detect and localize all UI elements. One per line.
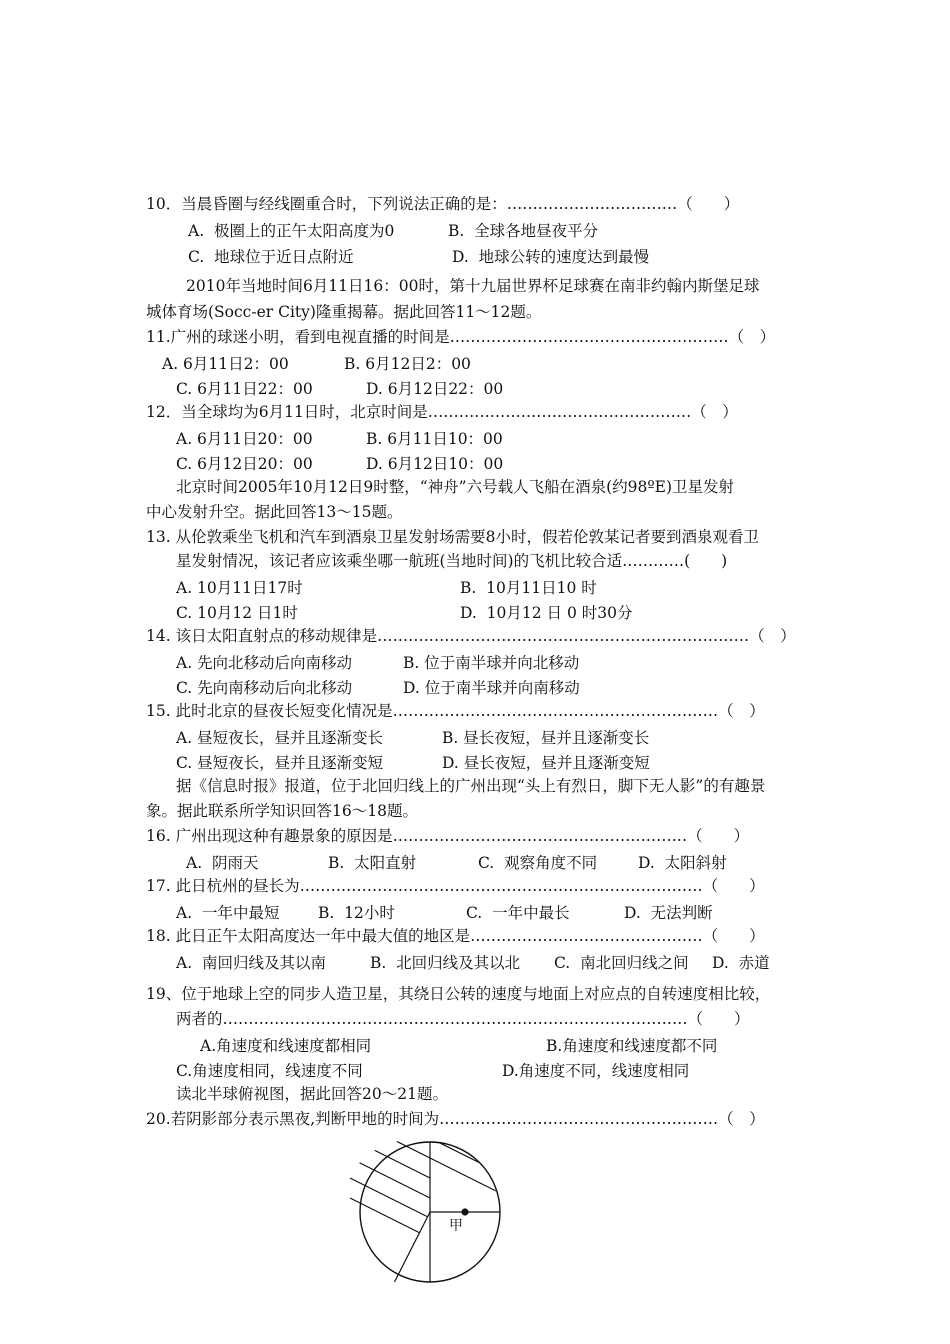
q11-options-row2 xyxy=(0,377,504,398)
q19-options-row2 xyxy=(0,1059,690,1080)
passage-guangzhou-line2: 象。据此联系所学知识回答16～18题。 xyxy=(146,802,418,820)
q15-stem: 15. 此时北京的昼夜长短变化情况是………………………………………………………（ ） xyxy=(146,702,765,720)
q16-options-row xyxy=(0,851,727,872)
q11-stem: 11.广州的球迷小明，看到电视直播的时间是………………………………………………（ ） xyxy=(146,328,776,346)
q19-option-d: D.角速度不同，线速度相同 xyxy=(502,1062,690,1080)
q10-option-b: B. 全球各地昼夜平分 xyxy=(448,222,599,240)
passage-guangzhou-line1: 据《信息时报》报道，位于北回归线上的广州出现“头上有烈日，脚下无人影”的有趣景 xyxy=(176,777,766,795)
q12-option-a: A. 6月11日20：00 xyxy=(176,430,313,448)
q17-option-d: D. 无法判断 xyxy=(624,904,713,922)
q20-stem: 20.若阴影部分表示黑夜,判断甲地的时间为………………………………………………（ ） xyxy=(146,1110,765,1128)
q11-option-c: C. 6月11日22：00 xyxy=(176,380,313,398)
q19-option-a: A.角速度和线速度都相同 xyxy=(200,1037,372,1055)
q18-stem: 18. 此日正午太阳高度达一年中最大值的地区是………………………………………（ ） xyxy=(146,927,765,945)
q14-option-a: A. 先向北移动后向南移动 xyxy=(176,654,353,672)
q10-options-row1 xyxy=(0,219,599,240)
point-jia-label: 甲 xyxy=(449,1218,463,1234)
point-jia-marker xyxy=(461,1208,468,1215)
q10-stem: 10．当晨昏圈与经线圈重合时，下列说法正确的是：……………………………（ ） xyxy=(146,195,740,213)
q17-stem: 17. 此日杭州的昼长为……………………………………………………………………（ ） xyxy=(146,877,765,895)
q19-stem-line1: 19、位于地球上空的同步人造卫星，其绕日公转的速度与地面上对应点的自转速度相比较， xyxy=(146,985,771,1003)
q17-option-a: A. 一年中最短 xyxy=(176,904,280,922)
q10-options-row2 xyxy=(0,245,650,266)
q18-option-a: A. 南回归线及其以南 xyxy=(176,954,326,972)
q15-options-row2 xyxy=(0,751,650,772)
q11-option-a: A. 6月11日2：00 xyxy=(162,355,289,373)
q10-option-a: A. 极圈上的正午太阳高度为0 xyxy=(188,222,395,240)
q13-options-row2 xyxy=(0,601,633,622)
q18-option-d: D. 赤道 xyxy=(712,954,770,972)
q12-options-row1 xyxy=(0,427,503,448)
q16-option-b: B. 太阳直射 xyxy=(328,854,417,872)
passage-shenzhou-line2: 中心发射升空。据此回答13～15题。 xyxy=(146,503,403,521)
q15-option-a: A. 昼短夜长，昼并且逐渐变长 xyxy=(176,729,384,747)
q19-option-b: B.角速度和线速度都不同 xyxy=(546,1037,718,1055)
q13-options-row1 xyxy=(0,576,597,597)
passage-figure-intro: 读北半球俯视图，据此回答20～21题。 xyxy=(176,1085,448,1103)
q14-options-row2 xyxy=(0,676,580,697)
q12-options-row2 xyxy=(0,452,504,473)
q14-option-d: D. 位于南半球并向南移动 xyxy=(403,679,580,697)
q11-option-d: D. 6月12日22：00 xyxy=(366,380,504,398)
q11-options-row1 xyxy=(0,352,471,373)
q12-option-c: C. 6月12日20：00 xyxy=(176,455,313,473)
hemisphere-figure xyxy=(350,1138,510,1298)
q19-option-c: C.角速度相同，线速度不同 xyxy=(176,1062,363,1080)
q13-option-a: A. 10月11日17时 xyxy=(176,579,303,597)
q15-option-b: B. 昼长夜短，昼并且逐渐变长 xyxy=(442,729,650,747)
q16-stem: 16. 广州出现这种有趣景象的原因是…………………………………………………（ ） xyxy=(146,827,750,845)
q15-option-d: D. 昼长夜短，昼并且逐渐变短 xyxy=(442,754,650,772)
q13-option-d: D. 10月12 日 0 时30分 xyxy=(460,604,633,622)
passage-worldcup-line1: 2010年当地时间6月11日16：00时，第十九届世界杯足球赛在南非约翰内斯堡足球 xyxy=(186,277,760,295)
q14-option-b: B. 位于南半球并向北移动 xyxy=(403,654,580,672)
q19-stem-line2: 两者的………………………………………………………………………………（ ） xyxy=(176,1010,750,1028)
q14-option-c: C. 先向南移动后向北移动 xyxy=(176,679,353,697)
q14-options-row1 xyxy=(0,651,580,672)
q18-options-row xyxy=(0,951,770,972)
q12-stem: 12．当全球均为6月11日时，北京时间是……………………………………………（ ） xyxy=(146,403,738,421)
q11-option-b: B. 6月12日2：00 xyxy=(344,355,471,373)
q13-stem-line2: 星发射情况，该记者应该乘坐哪一航班(当地时间)的飞机比较合适…………( ) xyxy=(176,552,728,570)
q18-option-c: C. 南北回归线之间 xyxy=(554,954,689,972)
q13-option-c: C. 10月12 日1时 xyxy=(176,604,298,622)
q14-stem: 14. 该日太阳直射点的移动规律是………………………………………………………………（ ） xyxy=(146,627,796,645)
passage-shenzhou-line1: 北京时间2005年10月12日9时整，“神舟”六号载人飞船在酒泉(约98ºE)卫星发射 xyxy=(176,478,735,496)
q15-options-row1 xyxy=(0,726,650,747)
q17-option-b: B. 12小时 xyxy=(318,904,395,922)
q15-option-c: C. 昼短夜长，昼并且逐渐变短 xyxy=(176,754,384,772)
q16-option-c: C. 观察角度不同 xyxy=(478,854,598,872)
q13-option-b: B. 10月11日10 时 xyxy=(460,579,597,597)
q18-option-b: B. 北回归线及其以北 xyxy=(370,954,521,972)
q10-option-d: D. 地球公转的速度达到最慢 xyxy=(452,248,650,266)
q10-option-c: C. 地球位于近日点附近 xyxy=(188,248,354,266)
q19-options-row1 xyxy=(0,1034,718,1055)
q12-option-d: D. 6月12日10：00 xyxy=(366,455,504,473)
passage-worldcup-line2: 城体育场(Socc-er City)隆重揭幕。据此回答11～12题。 xyxy=(146,303,542,321)
q13-stem-line1: 13. 从伦敦乘坐飞机和汽车到酒泉卫星发射场需要8小时，假若伦敦某记者要到酒泉观看卫 xyxy=(146,528,759,546)
q16-option-d: D. 太阳斜射 xyxy=(638,854,727,872)
q12-option-b: B. 6月11日10：00 xyxy=(366,430,503,448)
q17-options-row xyxy=(0,901,713,922)
q17-option-c: C. 一年中最长 xyxy=(466,904,570,922)
q16-option-a: A. 阴雨天 xyxy=(186,854,259,872)
